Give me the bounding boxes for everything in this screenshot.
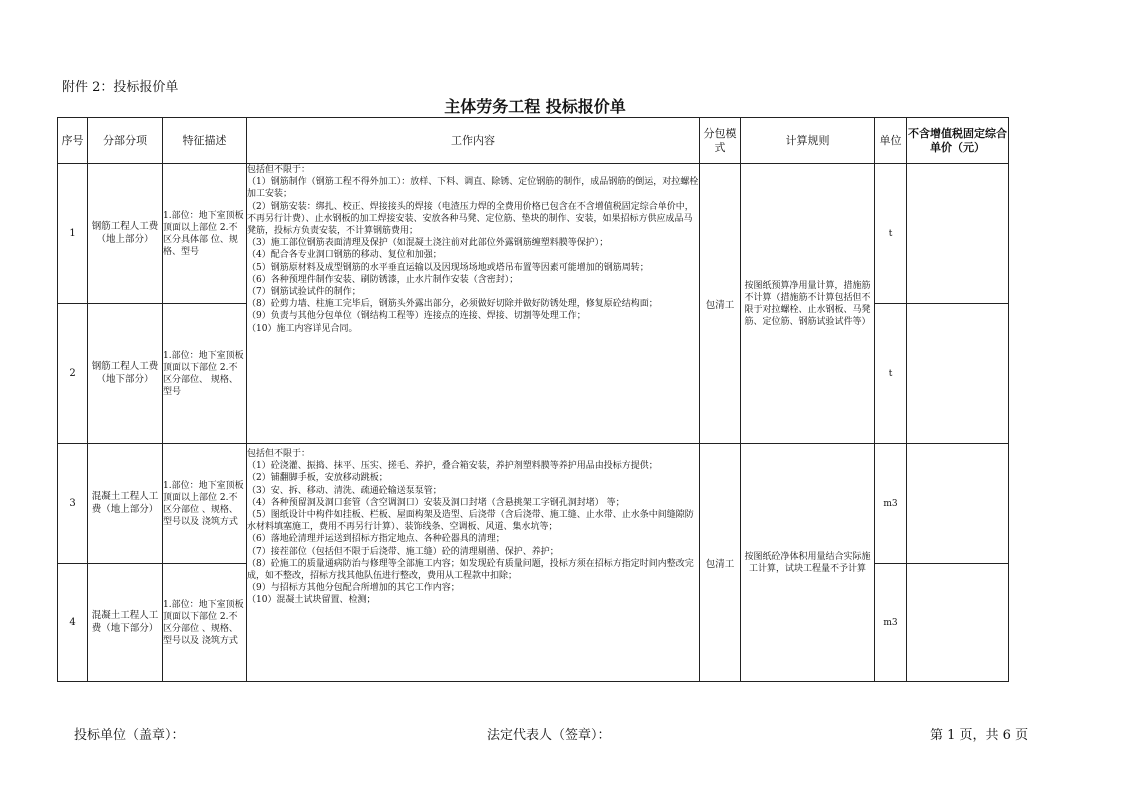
row-feature: 1.部位：地下室顶板顶面以下部位 2.不区分部位 、规格、型号以及 浇筑方式 [163,564,247,682]
row-seq: 2 [58,304,88,444]
package-mode: 包清工 [700,164,741,444]
row-feature: 1.部位：地下室顶板顶面以上部位 2.不区分具体部 位、规格、型号 [163,164,247,304]
work-line: 包括但不限于： [247,165,311,175]
header-seq: 序号 [58,118,88,164]
row-section: 混凝土工程人工费（地上部分） [88,444,163,564]
table-row [58,444,1009,564]
package-mode: 包清工 [700,444,741,682]
row-seq: 3 [58,444,88,564]
row-feature: 1.部位：地下室顶板顶面以上部位 2.不区分部位 、规格、型号以及 浇筑方式 [163,444,247,564]
work-line: （8）砼剪力墙、柱施工完毕后，钢筋头外露出部分，必须做好切除并做好防锈处理，修复原砼结构面； [247,299,658,310]
header-package: 分包模式 [700,118,741,164]
work-line: （7）钢筋试验试件的制作； [247,287,361,298]
work-content-concrete [247,444,700,682]
row-feature: 1.部位：地下室顶板顶面以下部位 2.不区分部位、 规格、型号 [163,304,247,444]
work-line: （5）钢筋原材料及成型钢筋的水平垂直运输以及因现场场地或塔吊布置等因素可能增加的钢筋周转； [247,262,649,273]
legal-rep-signature-label: 法定代表人（签章）： [487,728,611,743]
header-row [58,118,1009,164]
work-line: （1）钢筋制作（钢筋工程不得外加工）：放样、下料、调直、除锈、定位钢筋的制作，成品钢筋的倒运，对拉螺栓加工安装； [247,177,699,200]
row-seq: 4 [58,564,88,682]
work-content-rebar [247,164,700,444]
row-section: 钢筋工程人工费（地下部分） [88,304,163,444]
row-section: 钢筋工程人工费（地上部分） [88,164,163,304]
work-line: （5）图纸设计中构件如挂板、栏板、屋面构架及造型、后浇带（含后浇带、施工缝、止水带、止水条中间缝隙防水材料填塞施工，费用不再另行计算）、装饰线条、空调板、风道、集水坑等； [247,510,694,533]
work-line: （3）安、拆、移动、清洗、疏通砼输送泵泵管； [247,485,442,496]
work-line: 包括但不限于： [247,449,311,459]
work-line: （6）落地砼清理并运送到招标方指定地点、各种砼器具的清理； [247,534,505,545]
table-row [58,164,1009,304]
row-price-input[interactable] [907,304,1009,444]
row-price-input[interactable] [907,164,1009,304]
attachment-label: 附件 2：投标报价单 [62,80,179,95]
bidder-signature-label: 投标单位（盖章）： [74,728,185,743]
work-line: （10）施工内容详见合同。 [247,323,358,334]
work-line: （9）与招标方其他分包配合所增加的其它工作内容； [247,583,460,594]
header-feature: 特征描述 [163,118,247,164]
header-section: 分部分项 [88,118,163,164]
work-line: （4）各种预留洞及洞口套管（含空调洞口）安装及洞口封堵（含悬挑架工字钢孔洞封堵） 等； [247,497,625,508]
page-indicator: 第 1 页，共 6 页 [930,728,1029,743]
row-price-input[interactable] [907,444,1009,564]
header-price: 不含增值税固定综合单价（元） [907,118,1009,164]
work-line: （2）钢筋安装：绑扎、校正、焊接接头的焊接（电渣压力焊的全费用价格已包含在不含增值税固定综合单价中，不再另行计费）、止水钢板的加工焊接安装、安放各种马凳、定位筋、垫块的制作、安装，如果招标方供应成品马凳筋，投标方负责安装，不计算钢筋费用； [247,201,694,237]
work-line: （4）配合各专业洞口钢筋的移动、复位和加强； [247,250,442,261]
row-section: 混凝土工程人工费（地下部分） [88,564,163,682]
row-unit: t [875,164,907,304]
header-work: 工作内容 [247,118,700,164]
work-line: （8）砼施工的质量通病防治与修理等全部施工内容；如发现砼有质量问题，投标方须在招标方指定时间内整改完成，如不整改，招标方找其他队伍进行整改，费用从工程款中扣除； [247,558,694,582]
page-title: 主体劳务工程 投标报价单 [444,97,626,116]
row-unit: m3 [875,564,907,682]
work-line: （3）施工部位钢筋表面清理及保护（如混凝土浇注前对此部位外露钢筋缠塑料膜等保护）； [247,238,609,249]
work-line: （6）各种预埋件制作安装、刷防锈漆，止水片制作安装（含密封）； [247,274,519,285]
row-unit: t [875,304,907,444]
header-rule: 计算规则 [741,118,875,164]
row-price-input[interactable] [907,564,1009,682]
work-line: （7）接茬部位（包括但不限于后浇带、施工缝）砼的清理剔凿、保护、养护； [247,546,559,557]
header-unit: 单位 [875,118,907,164]
work-line: （10）混凝土试块留置、检测； [247,595,376,606]
work-line: （1）砼浇灌、振捣、抹平、压实、搓毛、养护，叠合箱安装，养护剂塑料膜等养护用品由投标方提供； [247,461,658,472]
work-line: （2）铺翻脚手板，安放移动跳板； [247,473,388,484]
quote-table [57,117,1009,682]
work-line: （9）负责与其他分包单位（钢结构工程等）连接点的连接、焊接、切割等处理工作； [247,311,586,322]
calc-rule: 按图纸预算净用量计算，措施筋不计算（措施筋不计算包括但不限于对拉螺栓、止水钢板、马凳筋、定位筋、钢筋试验试件等） [741,164,875,444]
row-seq: 1 [58,164,88,304]
calc-rule: 按图纸砼净体积用量结合实际施工计算，试块工程量不予计算 [741,444,875,682]
row-unit: m3 [875,444,907,564]
